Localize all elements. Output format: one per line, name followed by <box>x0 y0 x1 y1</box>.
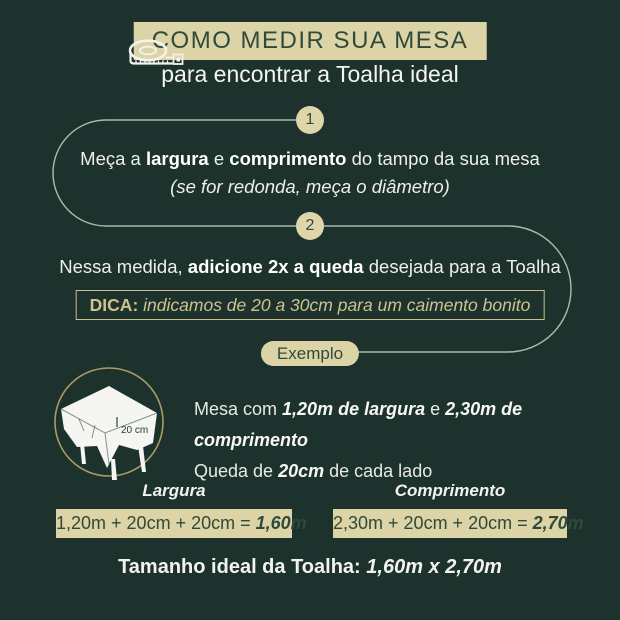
text-segment: desejada para a Toalha <box>363 256 561 277</box>
text-segment-bold-italic: 2,30m de comprimento <box>194 399 523 450</box>
tip-separator: : <box>132 295 144 315</box>
step-1-line-1 <box>0 145 620 173</box>
text-segment: e <box>208 148 230 169</box>
text-segment: do tampo da sua mesa <box>346 148 540 169</box>
step-1-line-2: (se for redonda, meça o diâmetro) <box>170 176 450 197</box>
step-2-text <box>0 253 620 281</box>
width-column-label: Largura <box>142 481 206 500</box>
text-segment: Nessa medida, <box>59 256 188 277</box>
text-segment: Queda de <box>194 461 279 481</box>
width-formula-box <box>56 509 307 538</box>
step-1-text <box>0 145 620 201</box>
table-with-tablecloth-illustration <box>50 364 168 486</box>
length-column-label: Comprimento <box>394 481 506 500</box>
step-1-badge <box>296 106 324 134</box>
length-formula: 2,30m + 20cm + 20cm = <box>333 513 533 533</box>
step-2-line-1 <box>0 253 620 281</box>
step-2-number: 2 <box>305 217 315 234</box>
text-segment: de cada lado <box>324 461 433 481</box>
tip-label: DICA <box>89 295 133 315</box>
text-segment: e <box>425 399 446 419</box>
text-segment-bold: comprimento <box>229 148 347 169</box>
step-1-number: 1 <box>305 111 315 128</box>
text-segment: Meça a <box>80 148 146 169</box>
page-subtitle: para encontrar a Toalha ideal <box>161 61 459 87</box>
text-segment-bold: adicione 2x a queda <box>187 256 364 277</box>
example-line-1 <box>194 394 620 456</box>
text-segment-bold-italic: 1,20m de largura <box>282 399 426 419</box>
step-2-badge <box>296 212 324 240</box>
summary-label: Tamanho ideal da Toalha: <box>118 556 367 578</box>
example-badge: Exemplo <box>261 341 359 366</box>
width-formula: 1,20m + 20cm + 20cm = <box>56 513 256 533</box>
length-formula-box <box>333 509 584 538</box>
text-segment-bold: largura <box>145 148 209 169</box>
example-text <box>194 394 620 487</box>
summary-value: 1,60m x 2,70m <box>366 556 502 578</box>
text-segment-bold-italic: 20cm <box>278 461 325 481</box>
ideal-size-summary <box>0 556 620 579</box>
width-result: 1,60m <box>255 513 307 533</box>
page-title: COMO MEDIR SUA MESA <box>151 27 469 54</box>
measuring-tape-icon <box>127 39 191 69</box>
tip-text: indicamos de 20 a 30cm para um caimento bonito <box>143 295 531 315</box>
tip-box <box>76 290 545 320</box>
text-segment: Mesa com <box>194 399 283 419</box>
length-result: 2,70m <box>532 513 584 533</box>
drop-measure-label: 20 cm <box>121 425 149 436</box>
